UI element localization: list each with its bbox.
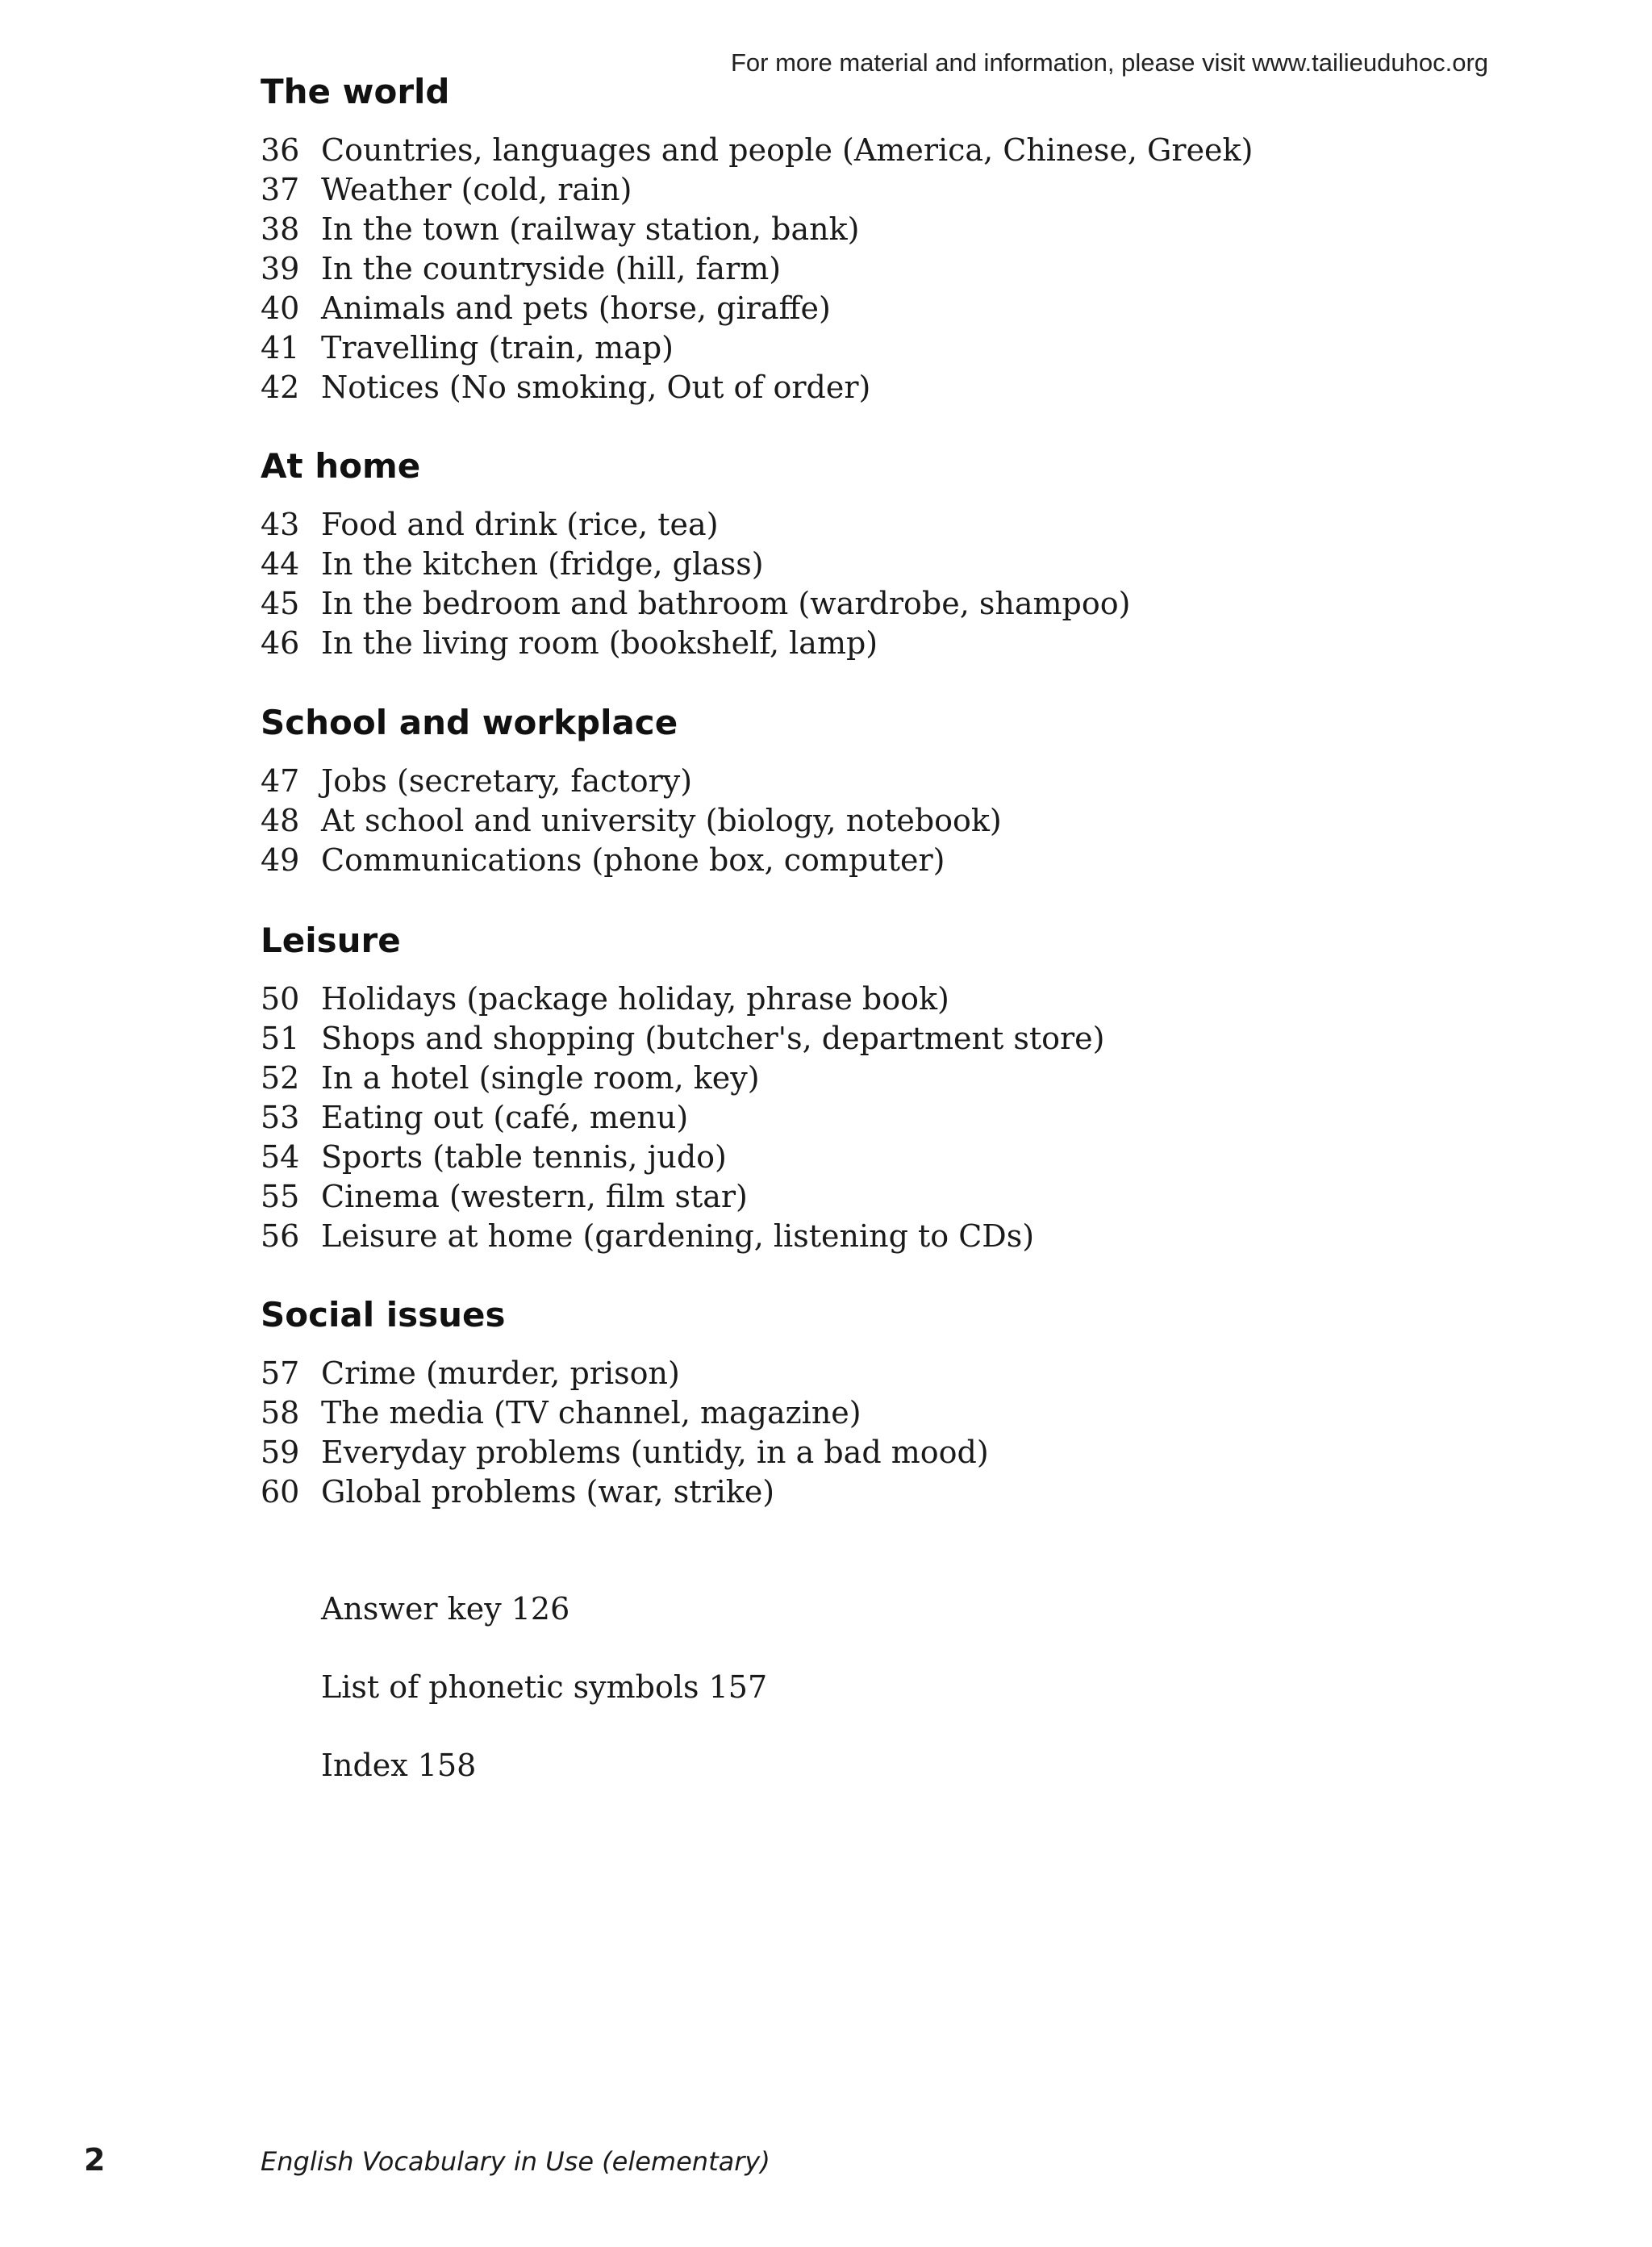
unit-number: 55 <box>261 1179 300 1214</box>
unit-list <box>261 1354 1471 1512</box>
unit-number: 48 <box>261 803 300 838</box>
unit-45 <box>261 584 1471 624</box>
unit-number: 36 <box>261 132 300 168</box>
unit-41 <box>261 328 1471 368</box>
unit-title: In the living room (bookshelf, lamp) <box>321 625 878 661</box>
unit-39 <box>261 249 1471 289</box>
unit-number: 41 <box>261 330 300 365</box>
section-the-world <box>261 71 1471 407</box>
unit-list <box>261 131 1471 407</box>
unit-title: Communications (phone box, computer) <box>321 842 945 878</box>
index-entry: Index 158 <box>321 1748 477 1783</box>
unit-title: Jobs (secretary, factory) <box>321 763 693 799</box>
unit-number: 60 <box>261 1474 300 1510</box>
unit-number: 42 <box>261 370 300 405</box>
unit-title: Travelling (train, map) <box>321 330 674 365</box>
unit-44 <box>261 545 1471 584</box>
unit-42 <box>261 368 1471 407</box>
section-leisure <box>261 920 1471 1256</box>
unit-number: 44 <box>261 546 300 582</box>
unit-number: 39 <box>261 251 300 286</box>
section-social-issues <box>261 1294 1471 1512</box>
unit-title: Holidays (package holiday, phrase book) <box>321 981 949 1017</box>
unit-title: Food and drink (rice, tea) <box>321 507 719 542</box>
unit-36 <box>261 131 1471 170</box>
unit-43 <box>261 505 1471 545</box>
unit-title: The media (TV channel, magazine) <box>321 1395 861 1430</box>
unit-title: Everyday problems (untidy, in a bad mood) <box>321 1435 989 1470</box>
unit-number: 57 <box>261 1355 300 1391</box>
unit-title: Notices (No smoking, Out of order) <box>321 370 871 405</box>
unit-title: Crime (murder, prison) <box>321 1355 680 1391</box>
unit-47 <box>261 762 1471 801</box>
unit-title: Shops and shopping (butcher's, department store) <box>321 1021 1105 1056</box>
unit-number: 49 <box>261 842 300 878</box>
section-heading: At home <box>261 446 421 486</box>
unit-57 <box>261 1354 1471 1393</box>
unit-number: 38 <box>261 211 300 247</box>
book-title: English Vocabulary in Use (elementary) <box>261 2146 770 2177</box>
unit-60 <box>261 1472 1471 1512</box>
unit-title: At school and university (biology, notebook) <box>321 803 1002 838</box>
unit-number: 56 <box>261 1218 300 1254</box>
unit-50 <box>261 979 1471 1019</box>
page-number: 2 <box>84 2142 106 2178</box>
section-at-home <box>261 445 1471 663</box>
header-notice: For more material and information, please visit www.tailieuduhoc.org <box>731 48 1489 77</box>
unit-number: 47 <box>261 763 300 799</box>
section-heading: Leisure <box>261 921 401 960</box>
unit-list <box>261 505 1471 663</box>
unit-number: 40 <box>261 290 300 326</box>
section-heading: School and workplace <box>261 703 678 742</box>
unit-54 <box>261 1138 1471 1177</box>
back-matter-list <box>321 1589 767 1824</box>
unit-number: 59 <box>261 1435 300 1470</box>
phonetic-symbols-entry: List of phonetic symbols 157 <box>321 1669 768 1705</box>
unit-number: 53 <box>261 1100 300 1135</box>
unit-53 <box>261 1098 1471 1138</box>
unit-title: Eating out (café, menu) <box>321 1100 689 1135</box>
unit-title: Leisure at home (gardening, listening to CDs) <box>321 1218 1035 1254</box>
unit-56 <box>261 1217 1471 1256</box>
unit-title: In the kitchen (fridge, glass) <box>321 546 764 582</box>
unit-number: 54 <box>261 1139 300 1175</box>
unit-title: In the countryside (hill, farm) <box>321 251 782 286</box>
unit-38 <box>261 210 1471 249</box>
unit-number: 50 <box>261 981 300 1017</box>
unit-number: 51 <box>261 1021 300 1056</box>
section-heading: Social issues <box>261 1295 506 1334</box>
unit-title: Animals and pets (horse, giraffe) <box>321 290 831 326</box>
unit-48 <box>261 801 1471 841</box>
unit-40 <box>261 289 1471 328</box>
unit-51 <box>261 1019 1471 1059</box>
unit-52 <box>261 1059 1471 1098</box>
unit-number: 46 <box>261 625 300 661</box>
answer-key-entry: Answer key 126 <box>321 1591 570 1627</box>
unit-title: Sports (table tennis, judo) <box>321 1139 727 1175</box>
unit-title: In the bedroom and bathroom (wardrobe, shampoo) <box>321 586 1131 621</box>
unit-title: Cinema (western, film star) <box>321 1179 748 1214</box>
unit-number: 58 <box>261 1395 300 1430</box>
unit-59 <box>261 1433 1471 1472</box>
unit-number: 37 <box>261 172 300 207</box>
unit-55 <box>261 1177 1471 1217</box>
unit-title: Countries, languages and people (America, Chinese, Greek) <box>321 132 1254 168</box>
unit-number: 52 <box>261 1060 300 1096</box>
unit-list <box>261 979 1471 1256</box>
unit-49 <box>261 841 1471 880</box>
unit-list <box>261 762 1471 880</box>
unit-title: In the town (railway station, bank) <box>321 211 860 247</box>
unit-title: Global problems (war, strike) <box>321 1474 775 1510</box>
section-school-and-workplace <box>261 702 1471 880</box>
unit-37 <box>261 170 1471 210</box>
unit-title: Weather (cold, rain) <box>321 172 632 207</box>
section-heading: The world <box>261 72 450 111</box>
unit-46 <box>261 624 1471 663</box>
unit-number: 43 <box>261 507 300 542</box>
unit-title: In a hotel (single room, key) <box>321 1060 760 1096</box>
unit-number: 45 <box>261 586 300 621</box>
unit-58 <box>261 1393 1471 1433</box>
